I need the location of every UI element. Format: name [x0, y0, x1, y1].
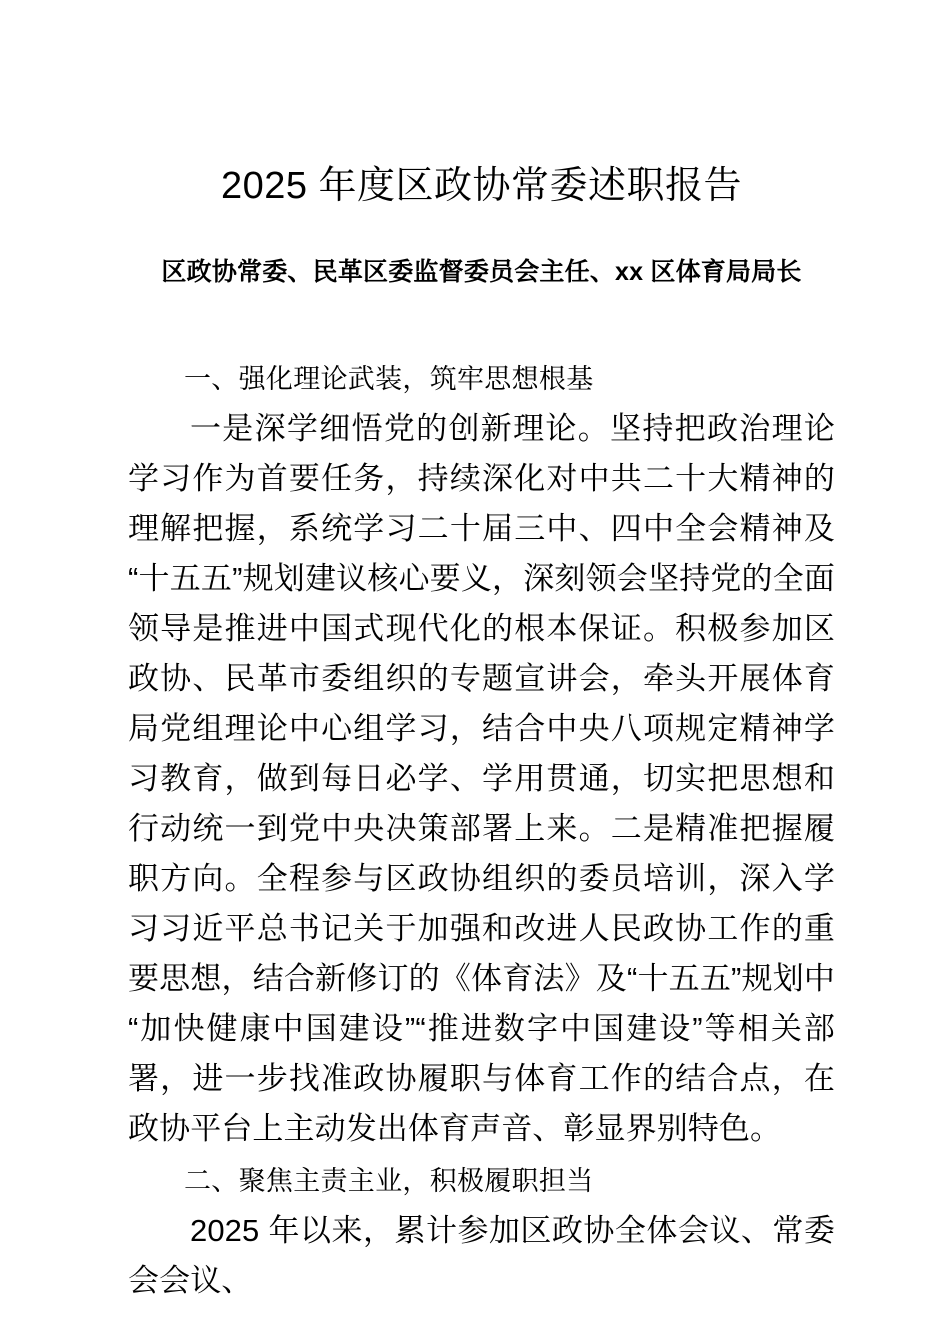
- document-subtitle: 区政协常委、民革区委监督委员会主任、xx 区体育局局长: [161, 258, 802, 286]
- document-body: [128, 0, 835, 1306]
- document-title: 2025 年度区政协常委述职报告: [220, 165, 743, 207]
- section-heading-1: 一、强化理论武装，筑牢思想根基: [184, 364, 594, 394]
- section-paragraph-1: 一是深学细悟党的创新理论。坚持把政治理论学习作为首要任务，持续深化对中共二十大精神的理解把握，系统学习二十届三中、四中全会精神及“十五五”规划建议核心要义，深刻领会坚持党的全面领导是推进中国式现代化的根本保证。积极参加区政协、民革市委组织的专题宣讲会，牵头开展体育局党组理论中心组学习，结合中央八项规定精神学习教育，做到每日必学、学用贯通，切实把思想和行动统一到党中央决策部署上来。二是精准把握履职方向。全程参与区政协组织的委员培训，深入学习习近平总书记关于加强和改进人民政协工作的重要思想，结合新修订的《体育法》及“十五五”规划中“加快健康中国建设”“推进数字中国建设”等相关部署，进一步找准政协履职与体育工作的结合点，在政协平台上主动发出体育声音、彰显界别特色。: [128, 411, 835, 1146]
- section-heading-2: 二、聚焦主责主业，积极履职担当: [184, 1166, 594, 1196]
- section-paragraph-2: 2025 年以来，累计参加区政协全体会议、常委会会议、: [128, 1213, 835, 1298]
